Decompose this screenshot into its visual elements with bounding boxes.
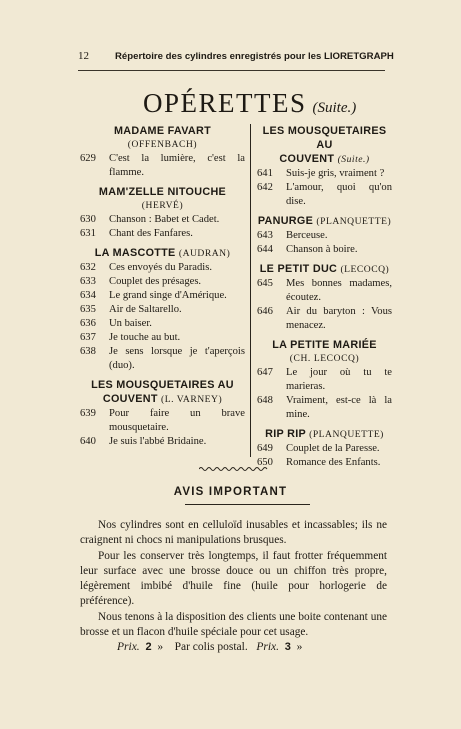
list-item (257, 442, 392, 456)
cylinder-number: 643 (257, 230, 273, 241)
page-number: 12 (78, 50, 89, 62)
opera-title: COUVENT (279, 153, 335, 165)
list-item (80, 227, 245, 241)
cylinder-number: 634 (80, 290, 96, 301)
notice-paragraph: Nos cylindres sont en celluloïd inusables et incassables; ils ne craignent ni chocs ni manipulations brusques. (80, 519, 387, 547)
song-title: Chanson : Babet et Cadet. (109, 214, 220, 225)
opera-title: MADAME FAVART (113, 125, 212, 137)
cylinder-number: 641 (257, 168, 273, 179)
list-item (257, 167, 392, 181)
opera-title-line (257, 214, 392, 229)
song-title: Ces envoyés du Paradis. (109, 262, 212, 273)
right-column (257, 124, 392, 470)
list-item (257, 456, 392, 470)
left-column (80, 124, 245, 449)
list-item (80, 407, 245, 435)
cylinder-number: 632 (80, 262, 96, 273)
cylinder-number: 649 (257, 443, 273, 454)
notice-heading-rule (185, 504, 310, 505)
list-item (80, 152, 245, 180)
cylinder-number: 646 (257, 306, 273, 317)
opera-composer: (PLANQUETTE) (316, 216, 392, 227)
cylinder-number: 635 (80, 304, 96, 315)
song-title: Le grand singe d'Amérique. (109, 290, 227, 301)
page-title (143, 88, 356, 119)
cylinder-number: 639 (80, 408, 96, 419)
cylinder-number: 644 (257, 244, 273, 255)
song-title: Chant des Fanfares. (109, 228, 193, 239)
opera-title: LE PETIT DUC (259, 263, 338, 275)
cylinder-number: 645 (257, 278, 273, 289)
opera-mamzelle-nitouche (80, 185, 245, 241)
opera-composer: (AUDRAN) (178, 248, 231, 259)
opera-title-line2 (80, 392, 245, 407)
opera-les-mousquetaires (80, 378, 245, 449)
notice-body (80, 518, 387, 640)
song-title: Mes bonnes madames, écoutez. (286, 278, 392, 303)
list-item (257, 277, 392, 305)
opera-title: RIP RIP (265, 428, 306, 440)
section-title: OPÉRETTES (143, 88, 307, 118)
list-item (80, 331, 245, 345)
list-item (257, 366, 392, 394)
song-title: Pour faire un brave mousquetaire. (109, 408, 245, 433)
opera-les-mousquetaires-suite (257, 124, 392, 209)
opera-la-mascotte (80, 246, 245, 373)
list-item (80, 345, 245, 373)
column-divider (250, 124, 251, 457)
song-title: Je touche au but. (109, 332, 181, 343)
price-label: Prix. (256, 641, 280, 653)
list-item (257, 305, 392, 333)
section-suite: (Suite.) (312, 100, 357, 116)
opera-title-line1: LES MOUSQUETAIRES AU (262, 125, 387, 151)
list-item (80, 275, 245, 289)
song-title: Couplet des présages. (109, 276, 202, 287)
opera-title-line (257, 262, 392, 277)
notice-heading: AVIS IMPORTANT (173, 486, 288, 498)
opera-rip-rip (257, 427, 392, 470)
price-unit: » (296, 641, 303, 653)
opera-title-line1: LES MOUSQUETAIRES AU (91, 379, 234, 391)
song-title: Le jour où tu te marieras. (286, 367, 392, 392)
cylinder-number: 631 (80, 228, 96, 239)
song-title: Air de Saltarello. (109, 304, 182, 315)
opera-composer: (LECOCQ) (340, 264, 390, 275)
song-title: Un baiser. (109, 318, 152, 329)
song-title: Couplet de la Paresse. (286, 443, 380, 454)
opera-title: LA MASCOTTE (94, 247, 176, 259)
opera-composer: (L. VARNEY) (161, 394, 223, 405)
opera-panurge (257, 214, 392, 257)
cylinder-number: 636 (80, 318, 96, 329)
opera-composer: (OFFENBACH) (127, 140, 198, 150)
header-rule (78, 70, 385, 71)
opera-la-petite-mariee (257, 338, 392, 422)
song-title: Romance des Enfants. (286, 457, 381, 468)
opera-title-line (80, 246, 245, 261)
opera-composer: (PLANQUETTE) (309, 429, 384, 440)
cylinder-number: 629 (80, 153, 96, 164)
price-unit: » (157, 641, 164, 653)
song-title: Je sens lorsque je t'aperçois (duo). (109, 346, 245, 371)
list-item (80, 261, 245, 275)
cylinder-number: 642 (257, 182, 273, 193)
opera-composer: (CH. LECOCQ) (289, 354, 360, 364)
opera-composer: (HERVÉ) (141, 201, 184, 211)
list-item (257, 229, 392, 243)
shipping-note: Par colis postal. (174, 641, 248, 653)
song-title: Chanson à boire. (286, 244, 358, 255)
song-title: Air du baryton : Vous menacez. (286, 306, 392, 331)
price-label: Prix. (117, 641, 140, 653)
song-title: C'est la lumière, c'est la flamme. (109, 153, 245, 178)
list-item (257, 394, 392, 422)
cylinder-number: 638 (80, 346, 96, 357)
opera-le-petit-duc (257, 262, 392, 333)
cylinder-number: 647 (257, 367, 273, 378)
song-title: Suis-je gris, vraiment ? (286, 168, 385, 179)
list-item (257, 181, 392, 209)
cylinder-number: 648 (257, 395, 273, 406)
opera-title: COUVENT (102, 393, 158, 405)
opera-title: LA PETITE MARIÉE (272, 339, 377, 351)
list-item (80, 213, 245, 227)
price-value: 2 (145, 641, 152, 653)
list-item (80, 317, 245, 331)
song-title: Vraiment, est-ce là la mine. (286, 395, 392, 420)
list-item (80, 303, 245, 317)
list-item (80, 435, 245, 449)
opera-title-line (257, 427, 392, 442)
price-line (117, 641, 407, 653)
list-item (257, 243, 392, 257)
opera-title: PANURGE (257, 215, 314, 227)
opera-madame-favart (80, 124, 245, 180)
price-value: 3 (284, 641, 291, 653)
cylinder-number: 640 (80, 436, 96, 447)
cylinder-number: 637 (80, 332, 96, 343)
list-item (80, 289, 245, 303)
notice-paragraph: Nous tenons à la disposition des clients une boite contenant une brosse et un flacon d'huile spéciale pour cet usage. (80, 610, 387, 639)
cylinder-number: 630 (80, 214, 96, 225)
song-title: Je suis l'abbé Bridaine. (109, 436, 207, 447)
song-title: L'amour, quoi qu'on dise. (286, 182, 392, 207)
song-title: Berceuse. (286, 230, 328, 241)
running-header (78, 50, 394, 62)
opera-suite: (Suite.) (337, 154, 370, 165)
cylinder-number: 633 (80, 276, 96, 287)
cylinder-number: 650 (257, 457, 273, 468)
notice-paragraph: Pour les conserver très longtemps, il faut frotter fréquemment leur surface avec une brosse douce ou un chiffon très propre, légèrement imbibé d'huile fine (huile pour horlogerie de préférence). (80, 549, 387, 608)
decorative-wave-divider (199, 466, 269, 472)
running-title: Répertoire des cylindres enregistrés pour les LIORETGRAPH (115, 51, 394, 62)
opera-title: MAM'ZELLE NITOUCHE (98, 186, 227, 198)
opera-title-line2 (257, 152, 392, 167)
